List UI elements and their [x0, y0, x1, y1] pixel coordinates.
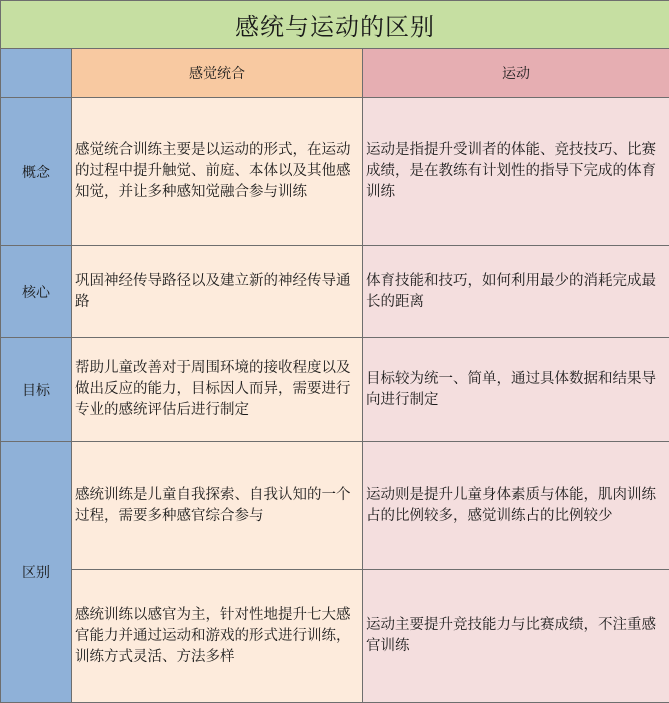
row-label-concept: 概念: [1, 98, 72, 246]
row-label-core: 核心: [1, 246, 72, 338]
difference-2-sensory-cell: 感统训练以感官为主，针对性地提升七大感官能力并通过运动和游戏的形式进行训练，训练方式灵活、方法多样: [72, 570, 363, 703]
row-label-goal: 目标: [1, 338, 72, 442]
goal-sport-cell: 目标较为统一、简单，通过具体数据和结果导向进行制定: [363, 338, 669, 442]
difference-2-sport-cell: 运动主要提升竞技能力与比赛成绩，不注重感官训练: [363, 570, 669, 703]
goal-sensory-cell: 帮助儿童改善对于周围环境的接收程度以及做出反应的能力，目标因人而异，需要进行专业的感统评估后进行制定: [72, 338, 363, 442]
table-title: 感统与运动的区别: [1, 1, 669, 49]
core-sport-cell: 体育技能和技巧，如何利用最少的消耗完成最长的距离: [363, 246, 669, 338]
core-sensory-cell: 巩固神经传导路径以及建立新的神经传导通路: [72, 246, 363, 338]
difference-1-sensory-cell: 感统训练是儿童自我探索、自我认知的一个过程，需要多种感官综合参与: [72, 442, 363, 570]
header-sport: 运动: [363, 49, 669, 98]
header-sensory: 感觉统合: [72, 49, 363, 98]
difference-1-sport-cell: 运动则是提升儿童身体素质与体能，肌肉训练占的比例较多，感觉训练占的比例较少: [363, 442, 669, 570]
concept-sport-cell: 运动是指提升受训者的体能、竞技技巧、比赛成绩，是在教练有计划性的指导下完成的体育训练: [363, 98, 669, 246]
row-label-difference: 区别: [1, 442, 72, 703]
corner-cell: [1, 49, 72, 98]
concept-sensory-cell: 感觉统合训练主要是以运动的形式，在运动的过程中提升触觉、前庭、本体以及其他感知觉，并让多种感知觉融合参与训练: [72, 98, 363, 246]
